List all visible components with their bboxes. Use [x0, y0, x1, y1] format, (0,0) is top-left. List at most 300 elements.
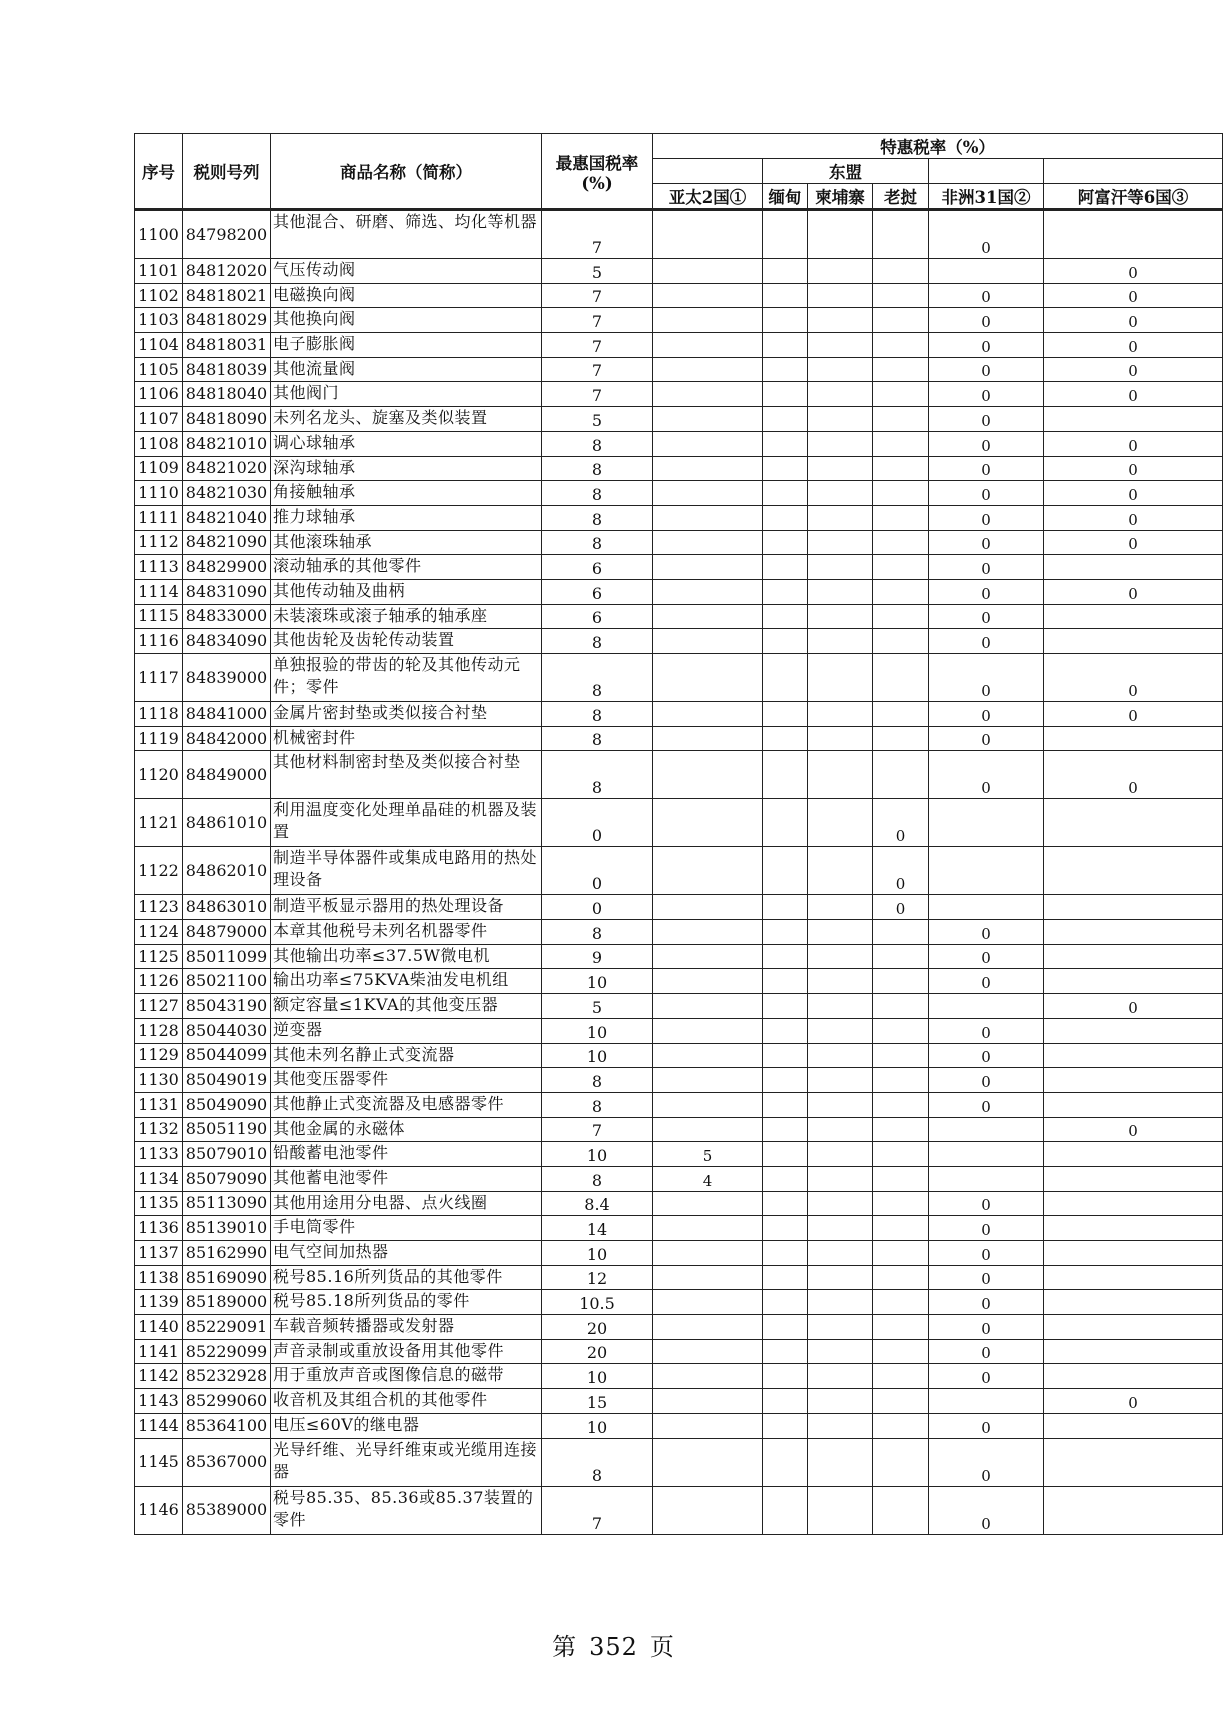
cell-seq: 1136	[135, 1216, 183, 1241]
cell-rate-afghanistan6	[1044, 407, 1223, 432]
cell-rate-apta	[653, 1389, 763, 1414]
cell-rate-afghanistan6: 0	[1044, 481, 1223, 506]
table-row	[135, 1043, 1223, 1068]
table-row	[135, 579, 1223, 604]
cell-rate-apta	[653, 1486, 763, 1534]
cell-rate-laos	[873, 1413, 929, 1438]
cell-rate-apta	[653, 1117, 763, 1142]
cell-rate-afghanistan6	[1044, 1191, 1223, 1216]
cell-rate-cambodia	[808, 1290, 873, 1315]
cell-rate-laos	[873, 456, 929, 481]
cell-rate-myanmar	[763, 799, 808, 847]
cell-rate-afghanistan6: 0	[1044, 751, 1223, 799]
cell-rate-myanmar	[763, 555, 808, 580]
cell-rate-myanmar	[763, 1315, 808, 1340]
cell-seq: 1146	[135, 1486, 183, 1534]
cell-rate-africa31: 0	[929, 1413, 1044, 1438]
cell-product-name: 额定容量≤1KVA的其他变压器	[271, 994, 542, 1019]
cell-seq: 1105	[135, 357, 183, 382]
cell-rate-afghanistan6	[1044, 1043, 1223, 1068]
cell-seq: 1115	[135, 604, 183, 629]
header-col-laos: 老挝	[873, 184, 929, 210]
cell-rate-cambodia	[808, 456, 873, 481]
cell-rate-apta	[653, 944, 763, 969]
table-body	[135, 210, 1223, 1535]
cell-rate-apta: 5	[653, 1142, 763, 1167]
cell-product-name: 其他静止式变流器及电感器零件	[271, 1092, 542, 1117]
cell-rate-myanmar	[763, 210, 808, 259]
cell-mfn-rate: 8	[542, 431, 653, 456]
cell-rate-apta	[653, 654, 763, 702]
cell-seq: 1120	[135, 751, 183, 799]
cell-mfn-rate: 8.4	[542, 1191, 653, 1216]
table-row	[135, 1142, 1223, 1167]
cell-seq: 1134	[135, 1166, 183, 1191]
cell-rate-laos: 0	[873, 799, 929, 847]
cell-rate-afghanistan6: 0	[1044, 333, 1223, 358]
cell-seq: 1114	[135, 579, 183, 604]
cell-rate-afghanistan6	[1044, 1092, 1223, 1117]
cell-rate-cambodia	[808, 1018, 873, 1043]
cell-rate-cambodia	[808, 210, 873, 259]
cell-rate-laos	[873, 1191, 929, 1216]
table-row	[135, 799, 1223, 847]
table-row	[135, 357, 1223, 382]
cell-seq: 1119	[135, 726, 183, 751]
cell-tariff-code: 85044099	[183, 1043, 271, 1068]
cell-seq: 1107	[135, 407, 183, 432]
cell-rate-africa31: 0	[929, 1339, 1044, 1364]
cell-rate-cambodia	[808, 969, 873, 994]
cell-rate-laos	[873, 1142, 929, 1167]
cell-rate-laos	[873, 530, 929, 555]
cell-rate-apta	[653, 1290, 763, 1315]
cell-rate-cambodia	[808, 726, 873, 751]
cell-rate-cambodia	[808, 1043, 873, 1068]
cell-rate-myanmar	[763, 1092, 808, 1117]
cell-rate-laos	[873, 1216, 929, 1241]
cell-rate-afghanistan6	[1044, 1315, 1223, 1340]
cell-rate-apta	[653, 333, 763, 358]
cell-rate-cambodia	[808, 1216, 873, 1241]
cell-rate-cambodia	[808, 481, 873, 506]
cell-rate-myanmar	[763, 629, 808, 654]
cell-rate-afghanistan6: 0	[1044, 579, 1223, 604]
cell-rate-apta	[653, 1413, 763, 1438]
cell-product-name: 单独报验的带齿的轮及其他传动元件；零件	[271, 654, 542, 702]
cell-rate-cambodia	[808, 751, 873, 799]
cell-rate-apta	[653, 283, 763, 308]
cell-rate-myanmar	[763, 333, 808, 358]
cell-mfn-rate: 0	[542, 895, 653, 920]
cell-rate-afghanistan6	[1044, 1339, 1223, 1364]
cell-rate-laos	[873, 1438, 929, 1486]
cell-product-name: 电压≤60V的继电器	[271, 1413, 542, 1438]
tariff-table	[134, 133, 1223, 1535]
cell-product-name: 滚动轴承的其他零件	[271, 555, 542, 580]
cell-seq: 1121	[135, 799, 183, 847]
cell-rate-africa31: 0	[929, 1043, 1044, 1068]
cell-rate-afghanistan6	[1044, 726, 1223, 751]
cell-rate-afghanistan6: 0	[1044, 259, 1223, 284]
cell-product-name: 其他混合、研磨、筛选、均化等机器	[271, 210, 542, 259]
cell-rate-myanmar	[763, 1241, 808, 1266]
cell-rate-myanmar	[763, 481, 808, 506]
header-blank-afghan	[1044, 159, 1223, 184]
cell-rate-afghanistan6	[1044, 1364, 1223, 1389]
cell-rate-apta	[653, 1265, 763, 1290]
cell-rate-africa31: 0	[929, 1216, 1044, 1241]
page-prefix: 第	[552, 1633, 578, 1661]
cell-product-name: 其他齿轮及齿轮传动装置	[271, 629, 542, 654]
cell-rate-myanmar	[763, 702, 808, 727]
cell-rate-cambodia	[808, 505, 873, 530]
cell-rate-myanmar	[763, 1068, 808, 1093]
cell-mfn-rate: 12	[542, 1265, 653, 1290]
cell-mfn-rate: 8	[542, 1166, 653, 1191]
cell-rate-cambodia	[808, 1068, 873, 1093]
table-header	[135, 134, 1223, 210]
cell-rate-laos	[873, 1068, 929, 1093]
cell-tariff-code: 84821010	[183, 431, 271, 456]
cell-product-name: 声音录制或重放设备用其他零件	[271, 1339, 542, 1364]
table-row	[135, 1117, 1223, 1142]
cell-mfn-rate: 8	[542, 481, 653, 506]
cell-tariff-code: 85043190	[183, 994, 271, 1019]
cell-rate-afghanistan6: 0	[1044, 530, 1223, 555]
cell-rate-cambodia	[808, 702, 873, 727]
cell-rate-myanmar	[763, 407, 808, 432]
header-col-apta: 亚太2国①	[653, 184, 763, 210]
cell-rate-africa31: 0	[929, 1290, 1044, 1315]
cell-rate-myanmar	[763, 895, 808, 920]
cell-rate-apta	[653, 1315, 763, 1340]
cell-product-name: 光导纤维、光导纤维束或光缆用连接器	[271, 1438, 542, 1486]
cell-seq: 1122	[135, 847, 183, 895]
cell-rate-myanmar	[763, 431, 808, 456]
cell-mfn-rate: 6	[542, 604, 653, 629]
cell-rate-africa31: 0	[929, 702, 1044, 727]
cell-rate-cambodia	[808, 1339, 873, 1364]
cell-rate-myanmar	[763, 505, 808, 530]
cell-rate-africa31: 0	[929, 920, 1044, 945]
cell-rate-afghanistan6	[1044, 1265, 1223, 1290]
cell-rate-myanmar	[763, 530, 808, 555]
cell-rate-apta	[653, 456, 763, 481]
table-row	[135, 1413, 1223, 1438]
page-number-value: 352	[589, 1633, 638, 1661]
cell-rate-cambodia	[808, 259, 873, 284]
cell-seq: 1118	[135, 702, 183, 727]
cell-product-name: 利用温度变化处理单晶硅的机器及装置	[271, 799, 542, 847]
cell-rate-cambodia	[808, 431, 873, 456]
table-row	[135, 530, 1223, 555]
cell-seq: 1131	[135, 1092, 183, 1117]
cell-tariff-code: 85051190	[183, 1117, 271, 1142]
cell-tariff-code: 85044030	[183, 1018, 271, 1043]
cell-rate-africa31: 0	[929, 210, 1044, 259]
cell-seq: 1143	[135, 1389, 183, 1414]
cell-rate-cambodia	[808, 895, 873, 920]
header-mfn-unit: (%)	[581, 173, 613, 193]
page-number	[0, 1627, 1227, 1662]
cell-rate-laos	[873, 1043, 929, 1068]
cell-rate-apta	[653, 1191, 763, 1216]
cell-rate-cambodia	[808, 920, 873, 945]
cell-product-name: 未列名龙头、旋塞及类似装置	[271, 407, 542, 432]
cell-rate-cambodia	[808, 1389, 873, 1414]
cell-rate-africa31: 0	[929, 382, 1044, 407]
table-row	[135, 751, 1223, 799]
cell-seq: 1128	[135, 1018, 183, 1043]
cell-rate-africa31: 0	[929, 308, 1044, 333]
cell-rate-apta	[653, 629, 763, 654]
cell-rate-myanmar	[763, 1290, 808, 1315]
cell-rate-africa31: 0	[929, 726, 1044, 751]
cell-rate-myanmar	[763, 994, 808, 1019]
cell-rate-cambodia	[808, 604, 873, 629]
cell-rate-africa31: 0	[929, 1018, 1044, 1043]
cell-tariff-code: 84841000	[183, 702, 271, 727]
cell-product-name: 铅酸蓄电池零件	[271, 1142, 542, 1167]
cell-rate-laos	[873, 1364, 929, 1389]
cell-rate-africa31: 0	[929, 456, 1044, 481]
cell-rate-afghanistan6: 0	[1044, 1389, 1223, 1414]
header-code: 税则号列	[183, 134, 271, 210]
cell-tariff-code: 85229099	[183, 1339, 271, 1364]
table-row	[135, 1486, 1223, 1534]
cell-rate-apta	[653, 994, 763, 1019]
header-col-africa31: 非洲31国②	[929, 184, 1044, 210]
cell-rate-apta	[653, 1241, 763, 1266]
cell-rate-cambodia	[808, 357, 873, 382]
cell-mfn-rate: 8	[542, 505, 653, 530]
cell-mfn-rate: 10	[542, 1364, 653, 1389]
cell-rate-myanmar	[763, 283, 808, 308]
cell-rate-apta	[653, 751, 763, 799]
table-row	[135, 407, 1223, 432]
cell-mfn-rate: 5	[542, 994, 653, 1019]
cell-rate-laos	[873, 357, 929, 382]
cell-rate-afghanistan6: 0	[1044, 308, 1223, 333]
cell-rate-afghanistan6	[1044, 629, 1223, 654]
table-row	[135, 259, 1223, 284]
cell-mfn-rate: 8	[542, 751, 653, 799]
cell-rate-cambodia	[808, 1092, 873, 1117]
header-blank-apta	[653, 159, 763, 184]
cell-seq: 1108	[135, 431, 183, 456]
cell-rate-apta	[653, 308, 763, 333]
cell-mfn-rate: 5	[542, 259, 653, 284]
table-row	[135, 1241, 1223, 1266]
cell-rate-africa31: 0	[929, 357, 1044, 382]
cell-rate-apta: 4	[653, 1166, 763, 1191]
cell-tariff-code: 85389000	[183, 1486, 271, 1534]
cell-rate-afghanistan6: 0	[1044, 702, 1223, 727]
cell-rate-laos	[873, 1486, 929, 1534]
cell-rate-africa31: 0	[929, 283, 1044, 308]
cell-rate-africa31	[929, 994, 1044, 1019]
cell-product-name: 推力球轴承	[271, 505, 542, 530]
cell-rate-africa31: 0	[929, 530, 1044, 555]
cell-tariff-code: 85367000	[183, 1438, 271, 1486]
cell-seq: 1104	[135, 333, 183, 358]
cell-rate-apta	[653, 210, 763, 259]
cell-rate-laos	[873, 1290, 929, 1315]
cell-tariff-code: 84833000	[183, 604, 271, 629]
cell-mfn-rate: 8	[542, 629, 653, 654]
cell-rate-africa31: 0	[929, 1364, 1044, 1389]
cell-rate-laos	[873, 283, 929, 308]
cell-rate-laos	[873, 505, 929, 530]
cell-tariff-code: 84842000	[183, 726, 271, 751]
cell-seq: 1117	[135, 654, 183, 702]
cell-product-name: 金属片密封垫或类似接合衬垫	[271, 702, 542, 727]
cell-rate-myanmar	[763, 579, 808, 604]
cell-mfn-rate: 15	[542, 1389, 653, 1414]
cell-rate-afghanistan6	[1044, 1486, 1223, 1534]
cell-rate-apta	[653, 895, 763, 920]
cell-rate-apta	[653, 969, 763, 994]
cell-seq: 1124	[135, 920, 183, 945]
cell-product-name: 其他用途用分电器、点火线圈	[271, 1191, 542, 1216]
cell-rate-myanmar	[763, 1043, 808, 1068]
cell-rate-africa31	[929, 259, 1044, 284]
cell-mfn-rate: 0	[542, 847, 653, 895]
header-mfn-label: 最惠国税率	[555, 153, 639, 173]
cell-rate-afghanistan6	[1044, 1166, 1223, 1191]
cell-rate-afghanistan6: 0	[1044, 382, 1223, 407]
cell-mfn-rate: 10	[542, 1043, 653, 1068]
cell-seq: 1140	[135, 1315, 183, 1340]
cell-product-name: 手电筒零件	[271, 1216, 542, 1241]
cell-rate-myanmar	[763, 1018, 808, 1043]
cell-rate-afghanistan6	[1044, 1018, 1223, 1043]
cell-rate-afghanistan6: 0	[1044, 357, 1223, 382]
cell-rate-africa31: 0	[929, 1068, 1044, 1093]
cell-rate-cambodia	[808, 283, 873, 308]
cell-mfn-rate: 7	[542, 382, 653, 407]
table-row	[135, 283, 1223, 308]
cell-rate-myanmar	[763, 1117, 808, 1142]
cell-rate-myanmar	[763, 969, 808, 994]
cell-seq: 1113	[135, 555, 183, 580]
table-row	[135, 1166, 1223, 1191]
cell-rate-cambodia	[808, 994, 873, 1019]
cell-tariff-code: 85021100	[183, 969, 271, 994]
cell-rate-apta	[653, 1364, 763, 1389]
cell-product-name: 其他流量阀	[271, 357, 542, 382]
cell-rate-cambodia	[808, 847, 873, 895]
table-row	[135, 1068, 1223, 1093]
cell-rate-laos	[873, 1241, 929, 1266]
cell-product-name: 深沟球轴承	[271, 456, 542, 481]
cell-rate-cambodia	[808, 1241, 873, 1266]
cell-tariff-code: 84839000	[183, 654, 271, 702]
cell-tariff-code: 84818039	[183, 357, 271, 382]
cell-seq: 1111	[135, 505, 183, 530]
cell-rate-afghanistan6: 0	[1044, 505, 1223, 530]
table-row	[135, 1018, 1223, 1043]
table-row	[135, 505, 1223, 530]
cell-product-name: 其他蓄电池零件	[271, 1166, 542, 1191]
cell-seq: 1141	[135, 1339, 183, 1364]
cell-rate-apta	[653, 1216, 763, 1241]
cell-mfn-rate: 8	[542, 920, 653, 945]
cell-product-name: 电气空间加热器	[271, 1241, 542, 1266]
cell-tariff-code: 84798200	[183, 210, 271, 259]
cell-product-name: 税号85.16所列货品的其他零件	[271, 1265, 542, 1290]
table-row	[135, 895, 1223, 920]
cell-rate-myanmar	[763, 604, 808, 629]
cell-rate-afghanistan6	[1044, 1216, 1223, 1241]
cell-rate-laos	[873, 1339, 929, 1364]
cell-tariff-code: 84821090	[183, 530, 271, 555]
cell-rate-myanmar	[763, 1413, 808, 1438]
cell-product-name: 制造半导体器件或集成电路用的热处理设备	[271, 847, 542, 895]
cell-rate-myanmar	[763, 944, 808, 969]
cell-tariff-code: 84861010	[183, 799, 271, 847]
cell-rate-africa31: 0	[929, 1486, 1044, 1534]
cell-rate-cambodia	[808, 1438, 873, 1486]
cell-rate-afghanistan6: 0	[1044, 283, 1223, 308]
cell-rate-apta	[653, 1092, 763, 1117]
cell-mfn-rate: 14	[542, 1216, 653, 1241]
cell-tariff-code: 85139010	[183, 1216, 271, 1241]
cell-tariff-code: 84818031	[183, 333, 271, 358]
cell-product-name: 逆变器	[271, 1018, 542, 1043]
cell-tariff-code: 85299060	[183, 1389, 271, 1414]
cell-rate-afghanistan6	[1044, 969, 1223, 994]
cell-tariff-code: 84829900	[183, 555, 271, 580]
cell-rate-apta	[653, 530, 763, 555]
cell-rate-afghanistan6: 0	[1044, 1117, 1223, 1142]
cell-rate-africa31: 0	[929, 1092, 1044, 1117]
cell-rate-apta	[653, 407, 763, 432]
cell-mfn-rate: 10	[542, 1142, 653, 1167]
cell-rate-cambodia	[808, 1166, 873, 1191]
cell-rate-africa31	[929, 1389, 1044, 1414]
cell-rate-afghanistan6	[1044, 555, 1223, 580]
cell-rate-apta	[653, 726, 763, 751]
cell-rate-laos	[873, 1315, 929, 1340]
cell-rate-afghanistan6	[1044, 1290, 1223, 1315]
cell-rate-africa31: 0	[929, 333, 1044, 358]
header-blank-africa	[929, 159, 1044, 184]
table-row	[135, 604, 1223, 629]
cell-seq: 1126	[135, 969, 183, 994]
cell-rate-cambodia	[808, 382, 873, 407]
table-row	[135, 333, 1223, 358]
cell-tariff-code: 85079090	[183, 1166, 271, 1191]
cell-rate-laos	[873, 308, 929, 333]
cell-rate-afghanistan6	[1044, 1438, 1223, 1486]
cell-mfn-rate: 10	[542, 1413, 653, 1438]
cell-rate-afghanistan6	[1044, 210, 1223, 259]
cell-product-name: 用于重放声音或图像信息的磁带	[271, 1364, 542, 1389]
table-row	[135, 1265, 1223, 1290]
cell-rate-africa31: 0	[929, 1438, 1044, 1486]
cell-rate-apta	[653, 1018, 763, 1043]
cell-product-name: 电子膨胀阀	[271, 333, 542, 358]
cell-rate-laos	[873, 944, 929, 969]
cell-tariff-code: 84879000	[183, 920, 271, 945]
cell-seq: 1130	[135, 1068, 183, 1093]
cell-rate-apta	[653, 1438, 763, 1486]
cell-mfn-rate: 10.5	[542, 1290, 653, 1315]
table-row	[135, 1216, 1223, 1241]
cell-rate-afghanistan6	[1044, 1241, 1223, 1266]
